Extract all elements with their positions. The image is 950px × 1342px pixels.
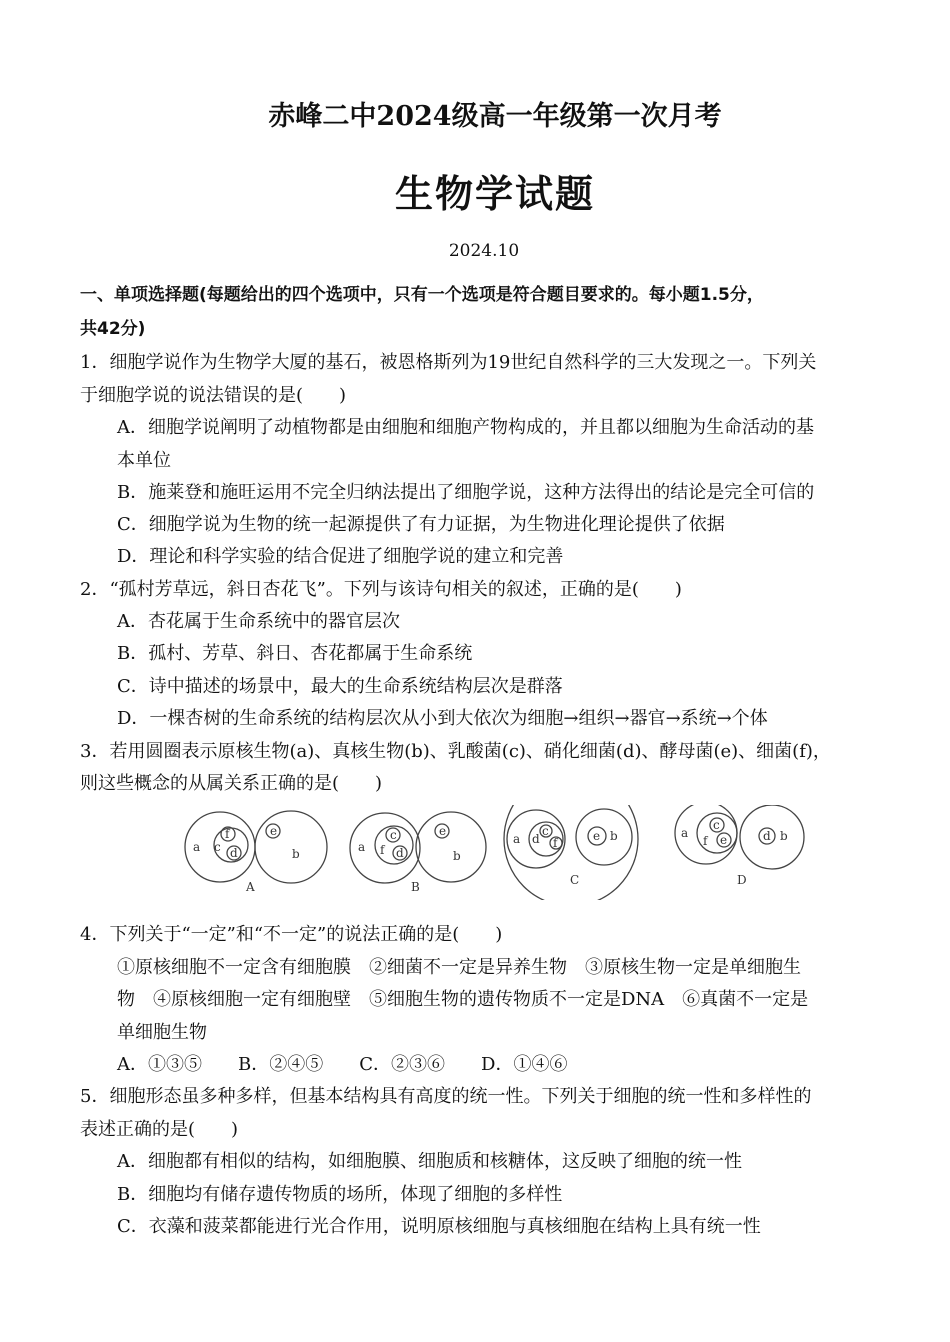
label-b: b	[780, 829, 788, 843]
q3-stem: 3．若用圆圈表示原核生物(a)、真核生物(b)、乳酸菌(c)、硝化细菌(d)、酵母菌(e)、细菌(f)，	[80, 741, 831, 762]
q4-option-a: A．①③⑤	[117, 1054, 202, 1075]
q4-stem: 4．下列关于“一定”和“不一定”的说法正确的是( )	[80, 924, 503, 945]
label-b: b	[292, 847, 300, 861]
label-f: f	[380, 843, 385, 857]
caption-b: B	[411, 880, 420, 894]
q2-stem: 2．“孤村芳草远，斜日杏花飞”。下列与该诗句相关的叙述，正确的是( )	[80, 579, 682, 600]
q1-option-d: D．理论和科学实验的结合促进了细胞学说的建立和完善	[117, 546, 564, 567]
label-a: a	[681, 826, 689, 840]
q3-stem-cont: 则这些概念的从属关系正确的是( )	[80, 773, 383, 794]
q4-option-d: D．①④⑥	[481, 1054, 568, 1075]
q1-option-a-cont: 本单位	[117, 450, 171, 471]
label-e: e	[270, 824, 278, 838]
section-heading-cont: 共42分)	[80, 319, 146, 339]
caption-d: D	[737, 873, 747, 887]
exam-date: 2024.10	[448, 241, 520, 261]
q4-items-cont: 物 ④原核细胞一定有细胞壁 ⑤细胞生物的遗传物质不一定是DNA ⑥真菌不一定是	[117, 989, 809, 1010]
q2-option-d: D．一棵杏树的生命系统的结构层次从小到大依次为细胞→组织→器官→系统→个体	[117, 708, 768, 729]
q2-option-b: B．孤村、芳草、斜日、杏花都属于生命系统	[117, 643, 473, 664]
q1-option-a: A．细胞学说阐明了动植物都是由细胞和细胞产物构成的，并且都以细胞为生命活动的基	[117, 417, 814, 438]
label-a: a	[513, 832, 521, 846]
label-f: f	[553, 836, 558, 850]
label-b: b	[453, 849, 461, 863]
q1-option-b: B．施莱登和施旺运用不完全归纳法提出了细胞学说，这种方法得出的结论是完全可信的	[117, 482, 815, 503]
label-a: a	[193, 840, 201, 854]
q5-option-a: A．细胞都有相似的结构，如细胞膜、细胞质和核糖体，这反映了细胞的统一性	[117, 1151, 742, 1172]
label-d: d	[763, 829, 771, 843]
q5-option-b: B．细胞均有储存遗传物质的场所，体现了细胞的多样性	[117, 1184, 563, 1205]
label-f: f	[703, 834, 708, 848]
q3-circle-diagrams	[180, 805, 820, 900]
section-heading: 一、单项选择题(每题给出的四个选项中，只有一个选项是符合题目要求的。每小题1.5分，	[80, 285, 764, 305]
label-e: e	[439, 824, 447, 838]
label-c: c	[214, 840, 221, 854]
label-d: d	[532, 832, 540, 846]
label-b: b	[610, 829, 618, 843]
label-c: c	[713, 818, 720, 832]
subject-title: 生物学试题	[394, 171, 595, 216]
label-e: e	[593, 829, 601, 843]
q5-option-c: C．衣藻和菠菜都能进行光合作用，说明原核细胞与真核细胞在结构上具有统一性	[117, 1216, 761, 1237]
q5-stem: 5．细胞形态虽多种多样，但基本结构具有高度的统一性。下列关于细胞的统一性和多样性的	[80, 1086, 812, 1107]
label-d: d	[230, 846, 238, 860]
q4-items: ①原核细胞不一定含有细胞膜 ②细菌不一定是异养生物 ③原核生物一定是单细胞生	[117, 957, 801, 978]
q2-option-a: A．杏花属于生命系统中的器官层次	[117, 611, 400, 632]
q1-stem-cont: 于细胞学说的说法错误的是( )	[80, 385, 347, 406]
label-c: c	[390, 828, 397, 842]
q2-option-c: C．诗中描述的场景中，最大的生命系统结构层次是群落	[117, 676, 563, 697]
label-f: f	[225, 827, 230, 841]
caption-a: A	[246, 880, 255, 894]
q1-option-c: C．细胞学说为生物的统一起源提供了有力证据，为生物进化理论提供了依据	[117, 514, 725, 535]
q5-stem-cont: 表述正确的是( )	[80, 1119, 239, 1140]
exam-title: 赤峰二中2024级高一年级第一次月考	[268, 101, 722, 132]
q4-option-c: C．②③⑥	[359, 1054, 446, 1075]
q4-options	[117, 1053, 603, 1077]
caption-c: C	[570, 873, 580, 887]
label-c: c	[542, 824, 549, 838]
label-d: d	[396, 846, 404, 860]
label-a: a	[358, 840, 366, 854]
q4-items-cont: 单细胞生物	[117, 1022, 207, 1043]
label-e: e	[720, 833, 728, 847]
q4-option-b: B．②④⑤	[238, 1054, 324, 1075]
q1-stem: 1．细胞学说作为生物学大厦的基石，被恩格斯列为19世纪自然科学的三大发现之一。下列关	[80, 352, 817, 373]
